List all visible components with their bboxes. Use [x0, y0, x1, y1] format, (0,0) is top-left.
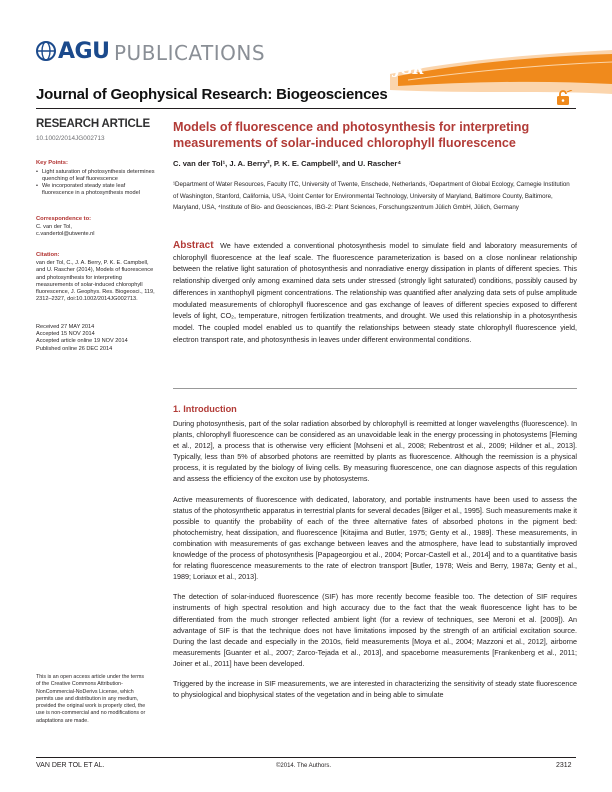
open-access-lock-icon [556, 90, 574, 106]
abstract [173, 240, 577, 345]
citation-text: van der Tol, C., J. A. Berry, P. K. E. Campbell, and U. Rascher (2014), Models of fluorescence and photosynthesis for interpreting measurements of solar-induced chlorophyll fluorescence, J. Geophys. Res. Biogeosci., 119, 2312–2327, doi:10.1002/2014JG002713. [36, 259, 155, 303]
logo-agu-text: AGU [58, 39, 110, 64]
body-paragraph: Active measurements of fluorescence with dedicated, laboratory, and portable instruments have been used to assess the status of the photosynthetic apparatus in terrestrial plants for several decades [Bilger et al., 1995]. Such measurements make it possible to quantify the probability of each of the three alternative fates of absorbed photons in the pigment bed: photochemistry, heat dissipation, and fluorescence [Kitajima and Butler, 1975; Genty et al., 1989]. These measurements, in combination with measurements of gas exchange between leaves and the atmosphere, have lead to substantially improved knowledge of the process of photosynthesis [Papageorgiou et al., 2004; Porcar-Castell et al., 2014] and to a quantitative basis for relating fluorescence measurements to the rate of electron transport [Butler, 1978; Weis and Berry, 1987a; Genty et al., 1989; Loriaux et al., 2013]. [173, 494, 577, 582]
logo-publications-text: PUBLICATIONS [114, 41, 266, 65]
date-accepted-online: Accepted article online 19 NOV 2014 [36, 338, 128, 345]
agu-publications-logo [36, 38, 296, 68]
body-paragraph: The detection of solar-induced fluorescence (SIF) has more recently become feasible too. The detection of SIF requires instruments of high spectral resolution and high accuracy due to the fact that the weak fluorescence light has to be differentiated from the much stronger reflected ambient light (for a review of techniques, see Meroni et al. [2009]). An advantage of SIF is that the technique does not have limitations imposed by the strength of an artificial excitation source. During the last decade and especially in the 2010s, field measurements [Moya et al., 2004; Mazzoni et al., 2012], airborne measurements [Guanter et al., 2007; Zarco-Tejada et al., 2013], and spaceborne measurements [Frankenberg et al., 2011; Joiner et al., 2011] have been developed. [173, 592, 577, 668]
correspondence-name: C. van der Tol, [36, 224, 72, 231]
author-list: C. van der Tol¹, J. A. Berry², P. K. E. Campbell³, and U. Rascher⁴ [173, 159, 402, 168]
correspondence-email[interactable]: c.vandertol@utwente.nl [36, 231, 95, 238]
correspondence-heading: Correspondence to: [36, 215, 92, 222]
article-dates [36, 324, 156, 353]
footer-rule [36, 757, 576, 758]
jgr-banner-text: JGR [394, 62, 425, 78]
journal-title: Journal of Geophysical Research: Biogeosciences [36, 86, 388, 103]
key-point-item: • Light saturation of photosynthesis determines quenching of leaf fluorescence [36, 169, 156, 184]
jgr-banner [388, 50, 612, 110]
body-paragraph: During photosynthesis, part of the solar radiation absorbed by chlorophyll is reemitted at longer wavelengths (fluorescence). In plants, chlorophyll fluorescence can be considered as an unavoidable leak in the energy processing in photosystems [Fleming et al., 2012], a process that is otherwise very efficient [Mohseni et al., 2008; Rebentrost et al., 2009; Hildner et al., 2013]. Typically, less than 5% of absorbed photons are reemitted by plants as fluorescence. Although the reemission is a physical process, it is regulated by the biology of living cells. By measuring fluorescence, one can diagnose aspects of this regulation and assess the efficiency of the exciton use by photosystems. [173, 419, 577, 484]
page-number: 2312 [556, 762, 572, 769]
abstract-rule [173, 388, 577, 389]
author-affiliations: ¹Department of Water Resources, Faculty ITC, University of Twente, Enschede, Netherlands, ²Department of Global Ecology, Carnegie Institution of Washington, Stanford, California, USA, ³Joint Center for Environmental Technology, University of Maryland, Baltimore County, Baltimore, Maryland, USA, ⁴Institute of Bio- and Geosciences, IBG-2: Plant Sciences, Forschungszentrum Jülich GmbH, Jülich, Germany [173, 181, 570, 211]
header-rule [36, 108, 576, 109]
section-heading-introduction: 1. Introduction [173, 404, 237, 414]
key-points-heading: Key Points: [36, 160, 68, 167]
date-published: Published online 26 DEC 2014 [36, 345, 113, 352]
globe-icon [36, 41, 56, 61]
date-accepted: Accepted 15 NOV 2014 [36, 331, 95, 338]
abstract-heading: Abstract [173, 240, 214, 251]
key-points-list [36, 169, 156, 198]
article-sidebar [36, 118, 156, 353]
key-point-item: • We incorporated steady state leaf fluorescence in a photosynthesis model [36, 183, 156, 198]
doi-label[interactable]: 10.1002/2014JG002713 [36, 135, 105, 142]
citation-heading: Citation: [36, 251, 60, 258]
date-received: Received 27 MAY 2014 [36, 323, 95, 330]
open-access-note: This is an open access article under the terms of the Creative Commons Attribution-NonCommercial-NoDerivs License, which permits use and distribution in any medium, provided the original work is properly cited, the use is non-commercial and no modifications or adaptations are made. [36, 674, 146, 724]
abstract-text: We have extended a conventional photosynthesis model to simulate field and laboratory measurements of chlorophyll fluorescence at the leaf scale. The fluorescence parameterization is based on a close nonlinear relationship between the relative light saturation of photosynthesis and nonradiative energy dissipation in plants of different species. This relationship diverged only among examined data sets under stressed (strongly light saturated) conditions, possibly caused by differences in xanthophyll pigment concentrations. The relationship was quantified after analyzing data sets of pulse amplitude modulated measurements of chlorophyll fluorescence and gas exchange of leaves of different species exposed to different levels of light, CO₂, temperature, nitrogen fertilization treatments, and drought. We used this relationship in a photosynthesis model. The coupled model enabled us to quantify the relationships between steady state chlorophyll fluorescence yield, electron transport rate, and photosynthesis in leaves under different environmental conditions. [173, 241, 577, 344]
article-type-label: RESEARCH ARTICLE [36, 118, 150, 130]
footer-copyright: ©2014. The Authors. [276, 763, 332, 769]
introduction-body [173, 418, 577, 709]
article-title: Models of fluorescence and photosynthesis for interpreting measurements of solar-induced chlorophyll fluorescence [173, 120, 530, 150]
footer-authors: VAN DER TOL ET AL. [36, 762, 105, 769]
body-paragraph: Triggered by the increase in SIF measurements, we are interested in characterizing the sensitivity of steady state fluorescence to physiological and biophysical states of the vegetation and in being able to simulate [173, 678, 577, 700]
